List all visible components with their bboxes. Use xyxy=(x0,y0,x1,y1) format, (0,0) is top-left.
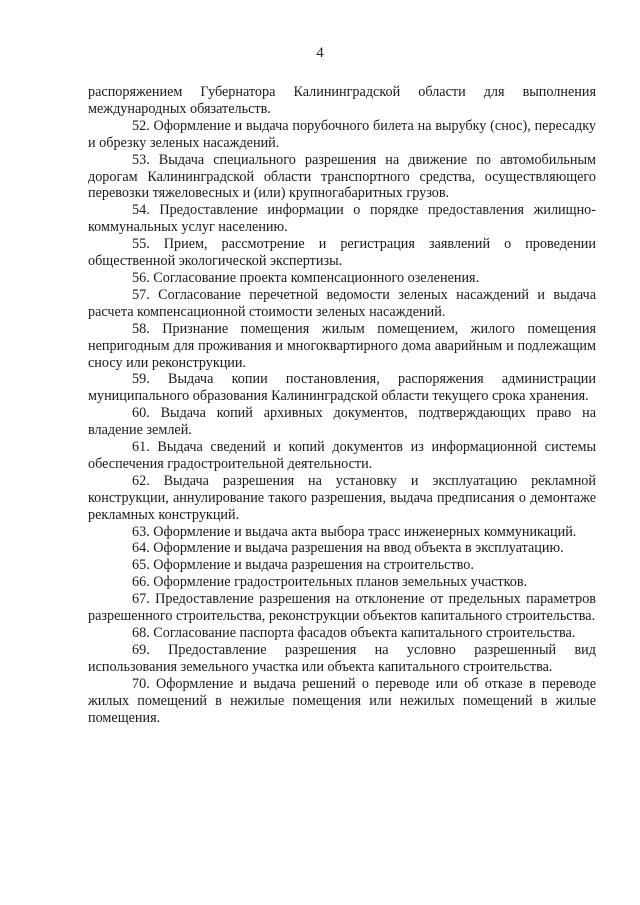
page-number: 4 xyxy=(316,45,324,61)
paragraph: 64. Оформление и выдача разрешения на ввод объекта в эксплуатацию. xyxy=(132,540,564,557)
paragraph: 52. Оформление и выдача порубочного билета на вырубку (снос), пересадку и обрезку зеленых насаждений. xyxy=(88,117,596,151)
paragraph: 65. Оформление и выдача разрешения на строительство. xyxy=(132,557,474,574)
paragraph: 59. Выдача копии постановления, распоряжения администрации муниципального образования Калининградской области текущего срока хранения. xyxy=(88,371,596,405)
paragraph: 55. Прием, рассмотрение и регистрация заявлений о проведении общественной экологической экспертизы. xyxy=(88,236,596,270)
paragraph: 63. Оформление и выдача акта выбора трасс инженерных коммуникаций. xyxy=(132,523,577,540)
paragraph: 70. Оформление и выдача решений о переводе или об отказе в переводе жилых помещений в нежилые помещения или нежилых помещений в жилые помещения. xyxy=(88,675,596,726)
paragraph: 62. Выдача разрешения на установку и эксплуатацию рекламной конструкции, аннулирование такого разрешения, выдача предписания о демонтаже рекламных конструкций. xyxy=(88,472,596,523)
paragraph: 69. Предоставление разрешения на условно разрешенный вид использования земельного участка или объекта капитального строительства. xyxy=(88,641,596,675)
paragraph: 56. Согласование проекта компенсационного озеленения. xyxy=(132,269,480,286)
paragraph: распоряжением Губернатора Калининградской области для выполнения международных обязательств. xyxy=(88,84,596,117)
paragraph: 53. Выдача специального разрешения на движение по автомобильным дорогам Калининградской области транспортного средства, осуществляющего перевозки тяжеловесных и (или) крупногабаритных грузов. xyxy=(88,151,596,202)
paragraph: 57. Согласование перечетной ведомости зеленых насаждений и выдача расчета компенсационной стоимости зеленых насаждений. xyxy=(88,286,596,320)
paragraph: 67. Предоставление разрешения на отклонение от предельных параметров разрешенного строительства, реконструкции объектов капитального строительства. xyxy=(88,591,596,625)
paragraph: 68. Согласование паспорта фасадов объекта капитального строительства. xyxy=(132,625,576,641)
paragraph: 66. Оформление градостроительных планов земельных участков. xyxy=(132,574,528,591)
paragraph: 58. Признание помещения жилым помещением, жилого помещения непригодным для проживания и многоквартирного дома аварийным и подлежащим сносу или реконструкции. xyxy=(88,320,596,371)
document-body xyxy=(88,84,596,726)
paragraph: 54. Предоставление информации о порядке предоставления жилищно-коммунальных услуг населению. xyxy=(88,202,596,236)
paragraph: 61. Выдача сведений и копий документов из информационной системы обеспечения градостроительной деятельности. xyxy=(88,439,596,472)
paragraph: 60. Выдача копий архивных документов, подтверждающих право на владение землей. xyxy=(88,405,596,439)
